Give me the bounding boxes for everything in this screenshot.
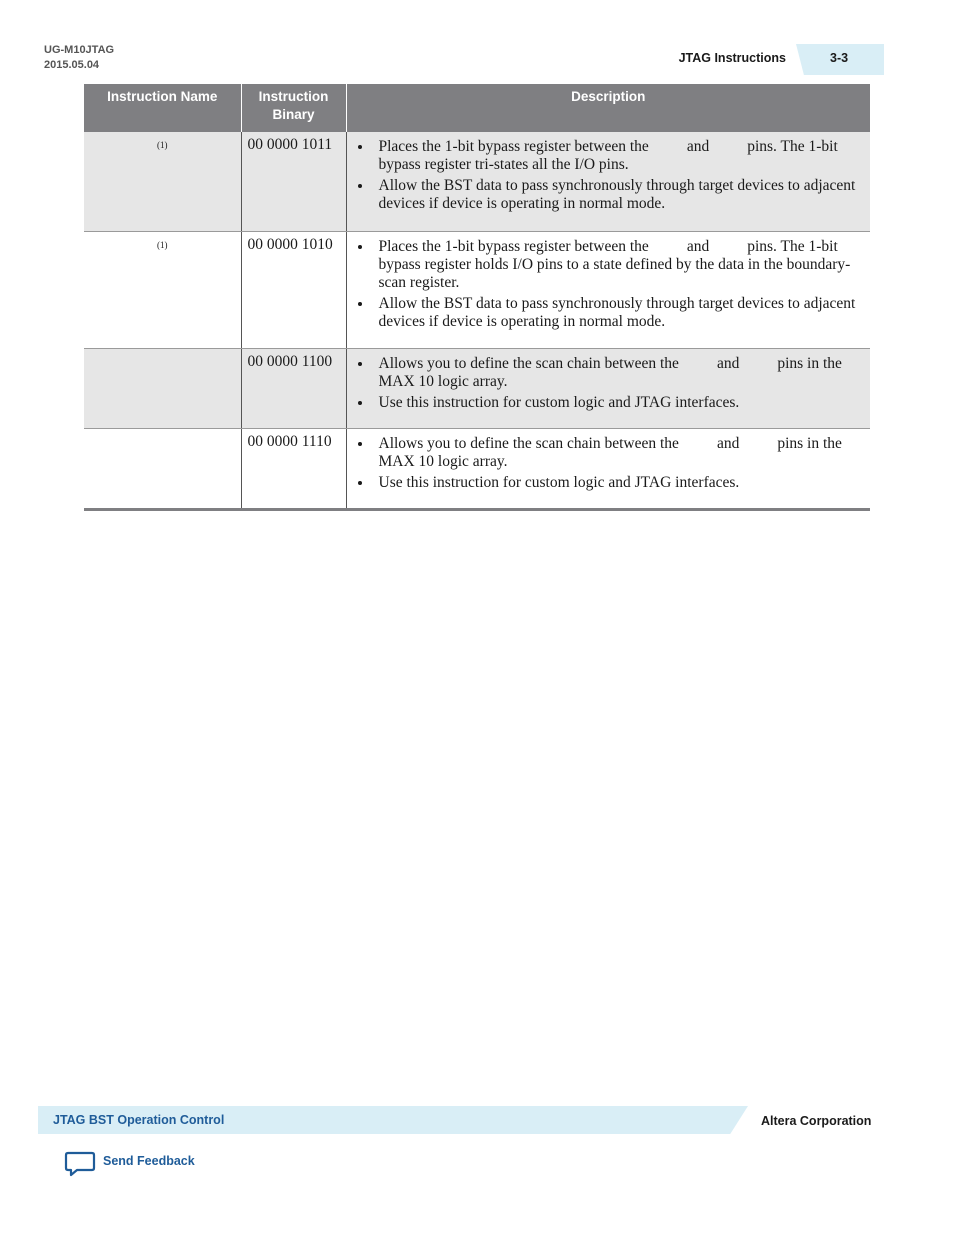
- column-header-instruction-name: Instruction Name: [84, 84, 241, 132]
- footer-chapter-title: JTAG BST Operation Control: [53, 1113, 225, 1127]
- jtag-instruction-table: [84, 84, 870, 511]
- footnote-marker: (1): [157, 140, 168, 150]
- column-header-instruction-binary: Instruction Binary: [241, 84, 346, 132]
- section-title: JTAG Instructions: [678, 51, 786, 65]
- description-bullet: • Places the 1-bit bypass register between the and pins. The 1-bit bypass register tri-states all the I/O pins.: [373, 138, 865, 174]
- instruction-name-cell: [84, 428, 241, 509]
- description-bullet: • Use this instruction for custom logic and JTAG interfaces.: [373, 474, 865, 492]
- document-id-block: [44, 43, 114, 73]
- table-row: [84, 348, 870, 428]
- footer-company: Altera Corporation: [761, 1114, 872, 1128]
- description-bullet: • Allows you to define the scan chain between the and pins in the MAX 10 logic array.: [373, 435, 865, 471]
- table-header-row: [84, 84, 870, 132]
- column-header-description: Description: [346, 84, 870, 132]
- instruction-binary-cell: 00 0000 1011: [241, 132, 346, 231]
- description-bullet: • Use this instruction for custom logic and JTAG interfaces.: [373, 394, 865, 412]
- page-number: 3-3: [830, 51, 849, 65]
- description-bullet: • Allow the BST data to pass synchronously through target devices to adjacent devices if device is operating in normal mode.: [373, 177, 865, 213]
- instruction-name-cell: [84, 231, 241, 348]
- footnote-marker: (1): [157, 239, 168, 250]
- document-id: UG-M10JTAG: [44, 44, 115, 56]
- document-date: 2015.05.04: [44, 59, 100, 71]
- table-row: [84, 428, 870, 509]
- instruction-name-cell: [84, 132, 241, 231]
- description-bullet: • Places the 1-bit bypass register between the and pins. The 1-bit bypass register holds I/O pins to a state defined by the data in the boundary-scan register.: [373, 238, 865, 292]
- instruction-name-cell: [84, 348, 241, 428]
- description-bullet: • Allow the BST data to pass synchronously through target devices to adjacent devices if device is operating in normal mode.: [373, 295, 865, 331]
- instruction-binary-cell: 00 0000 1010: [241, 231, 346, 348]
- table-row: [84, 231, 870, 348]
- description-bullet: • Allows you to define the scan chain between the and pins in the MAX 10 logic array.: [373, 355, 865, 391]
- description-cell: [346, 428, 870, 509]
- send-feedback-link[interactable]: Send Feedback: [103, 1154, 195, 1168]
- speech-bubble-icon[interactable]: [64, 1150, 96, 1178]
- description-cell: [346, 231, 870, 348]
- description-cell: [346, 132, 870, 231]
- instruction-binary-cell: 00 0000 1110: [241, 428, 346, 509]
- table-row: [84, 132, 870, 231]
- description-cell: [346, 348, 870, 428]
- instruction-binary-cell: 00 0000 1100: [241, 348, 346, 428]
